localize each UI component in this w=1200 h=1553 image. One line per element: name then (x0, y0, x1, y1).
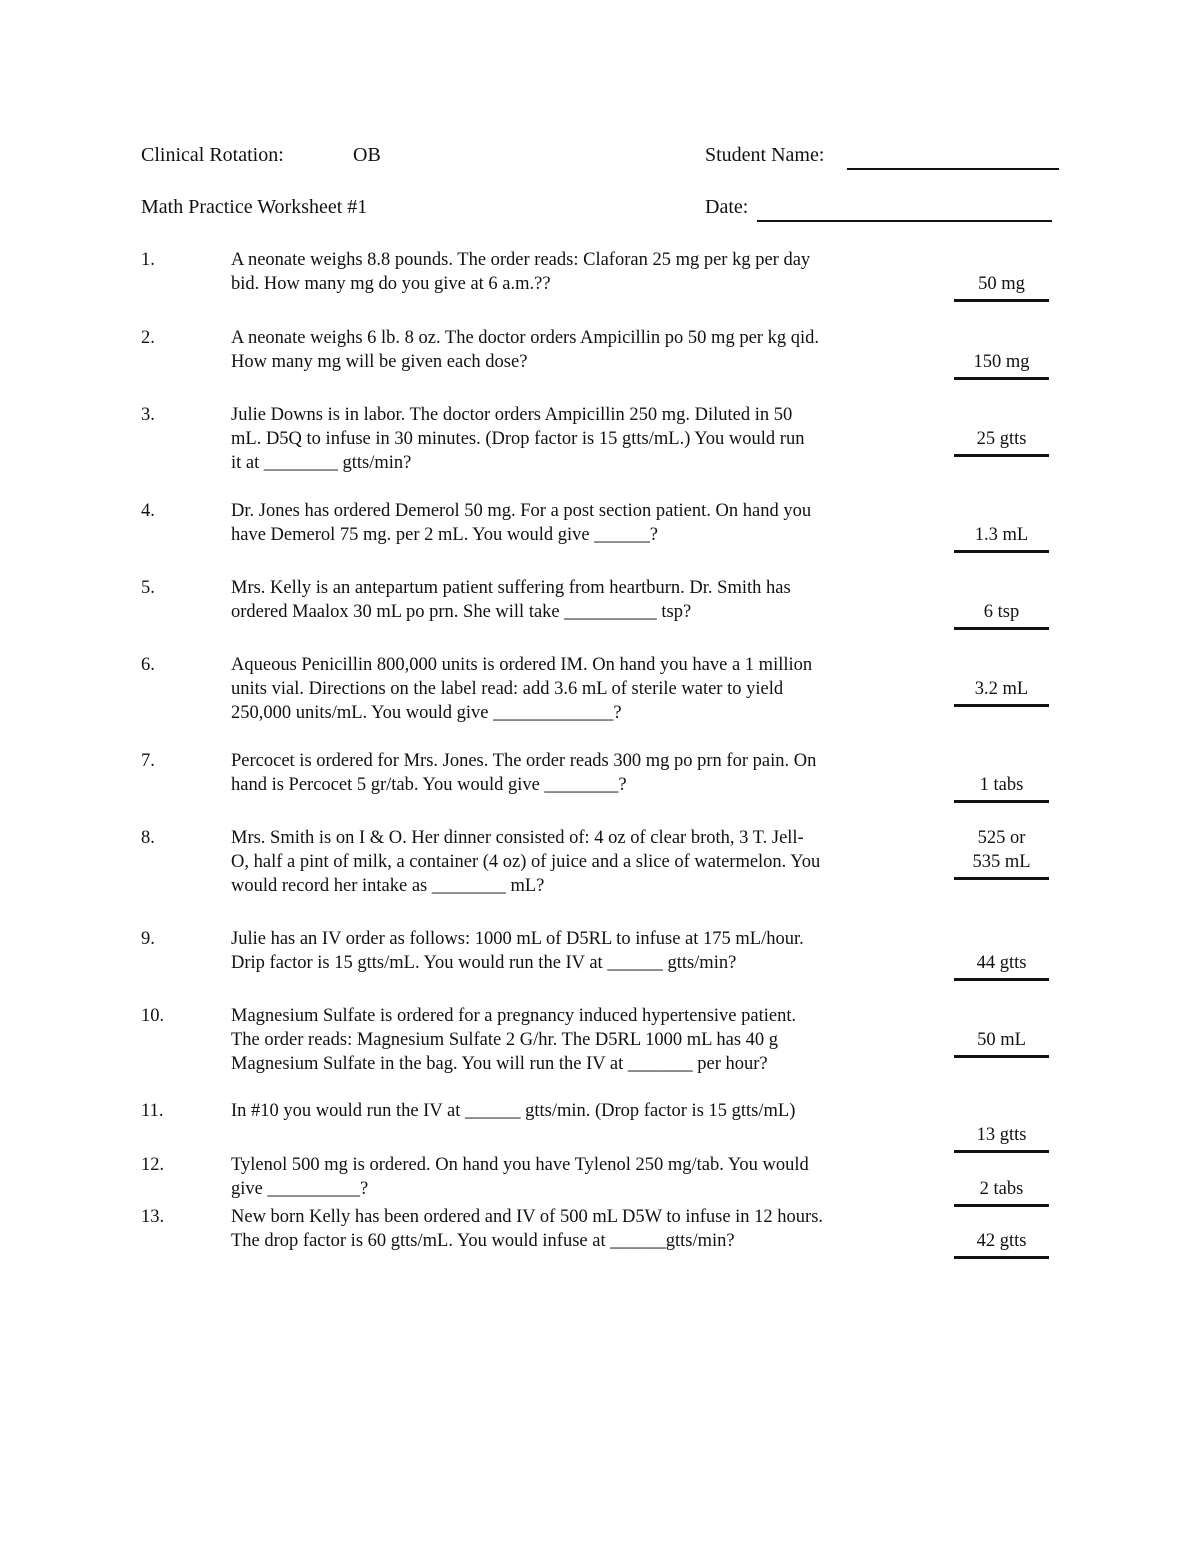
worksheet-title: Math Practice Worksheet #1 (141, 196, 368, 218)
question-text-line: units vial. Directions on the label read: add 3.6 mL of sterile water to yield (231, 679, 784, 699)
answer-field[interactable] (954, 1229, 1049, 1259)
answer-value: 1.3 mL (974, 525, 1029, 545)
question-number: 12. (141, 1155, 165, 1175)
question-text (231, 248, 941, 296)
question-text (231, 1153, 941, 1201)
question-number: 8. (141, 828, 155, 848)
answer-value: 6 tsp (983, 602, 1020, 622)
answer-value: 2 tabs (979, 1179, 1024, 1199)
question-text-line: The drop factor is 60 gtts/mL. You would infuse at ______gtts/min? (231, 1231, 735, 1251)
question-text-line: would record her intake as ________ mL? (231, 876, 545, 896)
question-text-line: Mrs. Smith is on I & O. Her dinner consisted of: 4 oz of clear broth, 3 T. Jell- (231, 828, 804, 848)
answer-field[interactable] (954, 826, 1049, 880)
question-text (231, 576, 941, 624)
question-text (231, 403, 941, 475)
date-label: Date: (705, 196, 749, 218)
question-text (231, 653, 941, 725)
question-text-line: Julie has an IV order as follows: 1000 mL of D5RL to infuse at 175 mL/hour. (231, 929, 804, 949)
answer-field[interactable] (954, 677, 1049, 707)
question-text-line: In #10 you would run the IV at ______ gtts/min. (Drop factor is 15 gtts/mL) (231, 1101, 796, 1121)
question-text-line: A neonate weighs 8.8 pounds. The order reads: Claforan 25 mg per kg per day (231, 250, 811, 270)
student-name-field[interactable] (847, 144, 1059, 170)
answer-value: 50 mg (978, 274, 1025, 294)
question-text-line: it at ________ gtts/min? (231, 453, 412, 473)
answer-value: 535 mL (972, 852, 1031, 872)
answer-field[interactable] (954, 600, 1049, 630)
question-text (231, 1099, 941, 1123)
question-number: 13. (141, 1207, 165, 1227)
question-text (231, 826, 941, 898)
answer-field[interactable] (954, 773, 1049, 803)
question-text-line: How many mg will be given each dose? (231, 352, 528, 372)
answer-field[interactable] (954, 427, 1049, 457)
question-text-line: give __________? (231, 1179, 369, 1199)
answer-value: 50 mL (977, 1030, 1026, 1050)
answer-field[interactable] (954, 1177, 1049, 1207)
question-number: 6. (141, 655, 155, 675)
answer-value: 42 gtts (976, 1231, 1027, 1251)
question-text-line: O, half a pint of milk, a container (4 oz) of juice and a slice of watermelon. You (231, 852, 821, 872)
answer-field[interactable] (954, 272, 1049, 302)
question-text-line: Julie Downs is in labor. The doctor orders Ampicillin 250 mg. Diluted in 50 (231, 405, 793, 425)
date-field[interactable] (757, 196, 1052, 222)
question-text-line: mL. D5Q to infuse in 30 minutes. (Drop factor is 15 gtts/mL.) You would run (231, 429, 805, 449)
question-text-line: Aqueous Penicillin 800,000 units is ordered IM. On hand you have a 1 million (231, 655, 813, 675)
question-text (231, 1004, 941, 1076)
answer-value: 1 tabs (979, 775, 1024, 795)
question-number: 3. (141, 405, 155, 425)
question-number: 5. (141, 578, 155, 598)
answer-value: 13 gtts (976, 1125, 1027, 1145)
question-text-line: A neonate weighs 6 lb. 8 oz. The doctor orders Ampicillin po 50 mg per kg qid. (231, 328, 819, 348)
question-text-line: Drip factor is 15 gtts/mL. You would run the IV at ______ gtts/min? (231, 953, 737, 973)
question-text-line: hand is Percocet 5 gr/tab. You would give ________? (231, 775, 627, 795)
answer-value: 525 or (977, 828, 1026, 848)
question-text-line: Magnesium Sulfate in the bag. You will run the IV at _______ per hour? (231, 1054, 768, 1074)
question-text-line: have Demerol 75 mg. per 2 mL. You would give ______? (231, 525, 658, 545)
question-text-line: New born Kelly has been ordered and IV of 500 mL D5W to infuse in 12 hours. (231, 1207, 824, 1227)
answer-field[interactable] (954, 350, 1049, 380)
question-text (231, 749, 941, 797)
rotation-value: OB (353, 144, 381, 166)
question-text-line: The order reads: Magnesium Sulfate 2 G/hr. The D5RL 1000 mL has 40 g (231, 1030, 779, 1050)
question-number: 7. (141, 751, 155, 771)
question-text-line: Magnesium Sulfate is ordered for a pregnancy induced hypertensive patient. (231, 1006, 797, 1026)
question-number: 11. (141, 1101, 164, 1121)
student-name-label: Student Name: (705, 144, 825, 166)
question-text (231, 927, 941, 975)
answer-value: 25 gtts (976, 429, 1027, 449)
answer-field[interactable] (954, 951, 1049, 981)
answer-value: 3.2 mL (974, 679, 1029, 699)
question-text-line: Tylenol 500 mg is ordered. On hand you have Tylenol 250 mg/tab. You would (231, 1155, 809, 1175)
question-text-line: 250,000 units/mL. You would give _____________? (231, 703, 622, 723)
question-number: 2. (141, 328, 155, 348)
question-number: 9. (141, 929, 155, 949)
question-text-line: Dr. Jones has ordered Demerol 50 mg. For a post section patient. On hand you (231, 501, 812, 521)
question-number: 1. (141, 250, 155, 270)
rotation-label: Clinical Rotation: (141, 144, 284, 166)
question-text-line: ordered Maalox 30 mL po prn. She will take __________ tsp? (231, 602, 692, 622)
question-text-line: bid. How many mg do you give at 6 a.m.?? (231, 274, 551, 294)
question-number: 10. (141, 1006, 165, 1026)
question-text (231, 1205, 941, 1253)
answer-value: 44 gtts (976, 953, 1027, 973)
answer-field[interactable] (954, 1123, 1049, 1153)
question-number: 4. (141, 501, 155, 521)
question-text-line: Percocet is ordered for Mrs. Jones. The order reads 300 mg po prn for pain. On (231, 751, 817, 771)
answer-field[interactable] (954, 1028, 1049, 1058)
question-text-line: Mrs. Kelly is an antepartum patient suffering from heartburn. Dr. Smith has (231, 578, 791, 598)
answer-value: 150 mg (973, 352, 1030, 372)
question-text (231, 499, 941, 547)
answer-field[interactable] (954, 523, 1049, 553)
question-text (231, 326, 941, 374)
